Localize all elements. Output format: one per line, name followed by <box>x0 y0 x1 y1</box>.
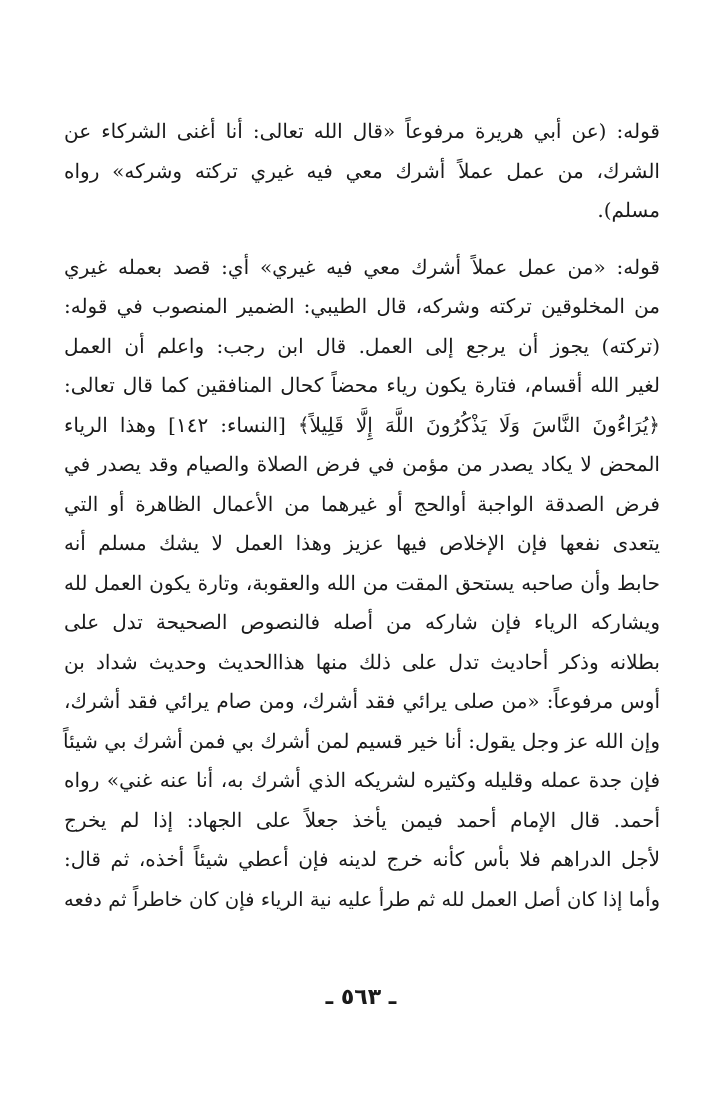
text-line: لأجل الدراهم فلا بأس كأنه خرج لدينه فإن أعطي شيئاً أخذه، ثم قال: <box>64 847 660 871</box>
text-line: الشرك، من عمل عملاً أشرك معي فيه غيري تركته وشركه» رواه <box>64 158 660 183</box>
paragraph-1 <box>64 112 660 231</box>
text-line: من المخلوقين تركته وشركه، قال الطيبي: الضمير المنصوب في قوله: <box>64 294 660 318</box>
text-line: لغير الله أقسام، فتارة يكون رياء محضاً كحال المنافقين كما قال تعالى: <box>64 373 660 397</box>
text-line: فإن جدة عمله وقليله وكثيره لشريكه الذي أشرك به، أنا عنه غني» رواه <box>64 768 660 792</box>
text-line: حابط وأن صاحبه يستحق المقت من الله والعقوبة، وتارة يكون العمل لله <box>64 570 660 595</box>
text-line: بطلانه وذكر أحاديث تدل على ذلك منها هذاالحديث وحديث شداد بن <box>64 649 660 674</box>
page-body-text <box>64 112 660 919</box>
paragraph-spacer <box>64 231 660 248</box>
text-line: قوله: (عن أبي هريرة مرفوعاً «قال الله تعالى: أنا أغنى الشركاء عن <box>64 119 660 143</box>
text-line: يتعدى نفعها فإن الإخلاص فيها عزيز وهذا العمل لا يشك مسلم أنه <box>64 531 660 555</box>
page-number: ـ ٥٦٣ ـ <box>325 985 397 1010</box>
text-line: ويشاركه الرياء فإن شاركه من أصله فالنصوص الصحيحة تدل على <box>64 610 660 634</box>
text-line: مسلم). <box>597 198 660 222</box>
text-line: وأما إذا كان أصل العمل لله ثم طرأ عليه نية الرياء فإن كان خاطراً ثم دفعه <box>64 887 660 911</box>
paragraph-2 <box>64 248 660 920</box>
text-line: أحمد. قال الإمام أحمد فيمن يأخذ جعلاً على الجهاد: إذا لم يخرج <box>64 807 660 832</box>
text-line: قوله: «من عمل عملاً أشرك معي فيه غيري» أي: قصد بعمله غيري <box>64 254 660 279</box>
text-line: (تركته) يجوز أن يرجع إلى العمل. قال ابن رجب: واعلم أن العمل <box>64 333 660 358</box>
quran-verse-line: ﴿يُرَاءُونَ النَّاسَ وَلَا يَذْكُرُونَ اللَّهَ إِلَّا قَلِيلاً﴾ [النساء: ١٤٢] وهذا الرياء <box>64 412 660 437</box>
text-line: فرض الصدقة الواجبة أوالحج أو غيرهما من الأعمال الظاهرة أو التي <box>64 491 660 516</box>
text-line: وإن الله عز وجل يقول: أنا خير قسيم لمن أشرك بي فمن أشرك بي شيئاً <box>62 728 660 753</box>
text-line: أوس مرفوعاً: «من صلى يرائي فقد أشرك، ومن صام يرائي فقد أشرك، <box>64 689 661 713</box>
text-line: المحض لا يكاد يصدر من مؤمن في فرض الصلاة والصيام وقد يصدر في <box>64 452 660 476</box>
